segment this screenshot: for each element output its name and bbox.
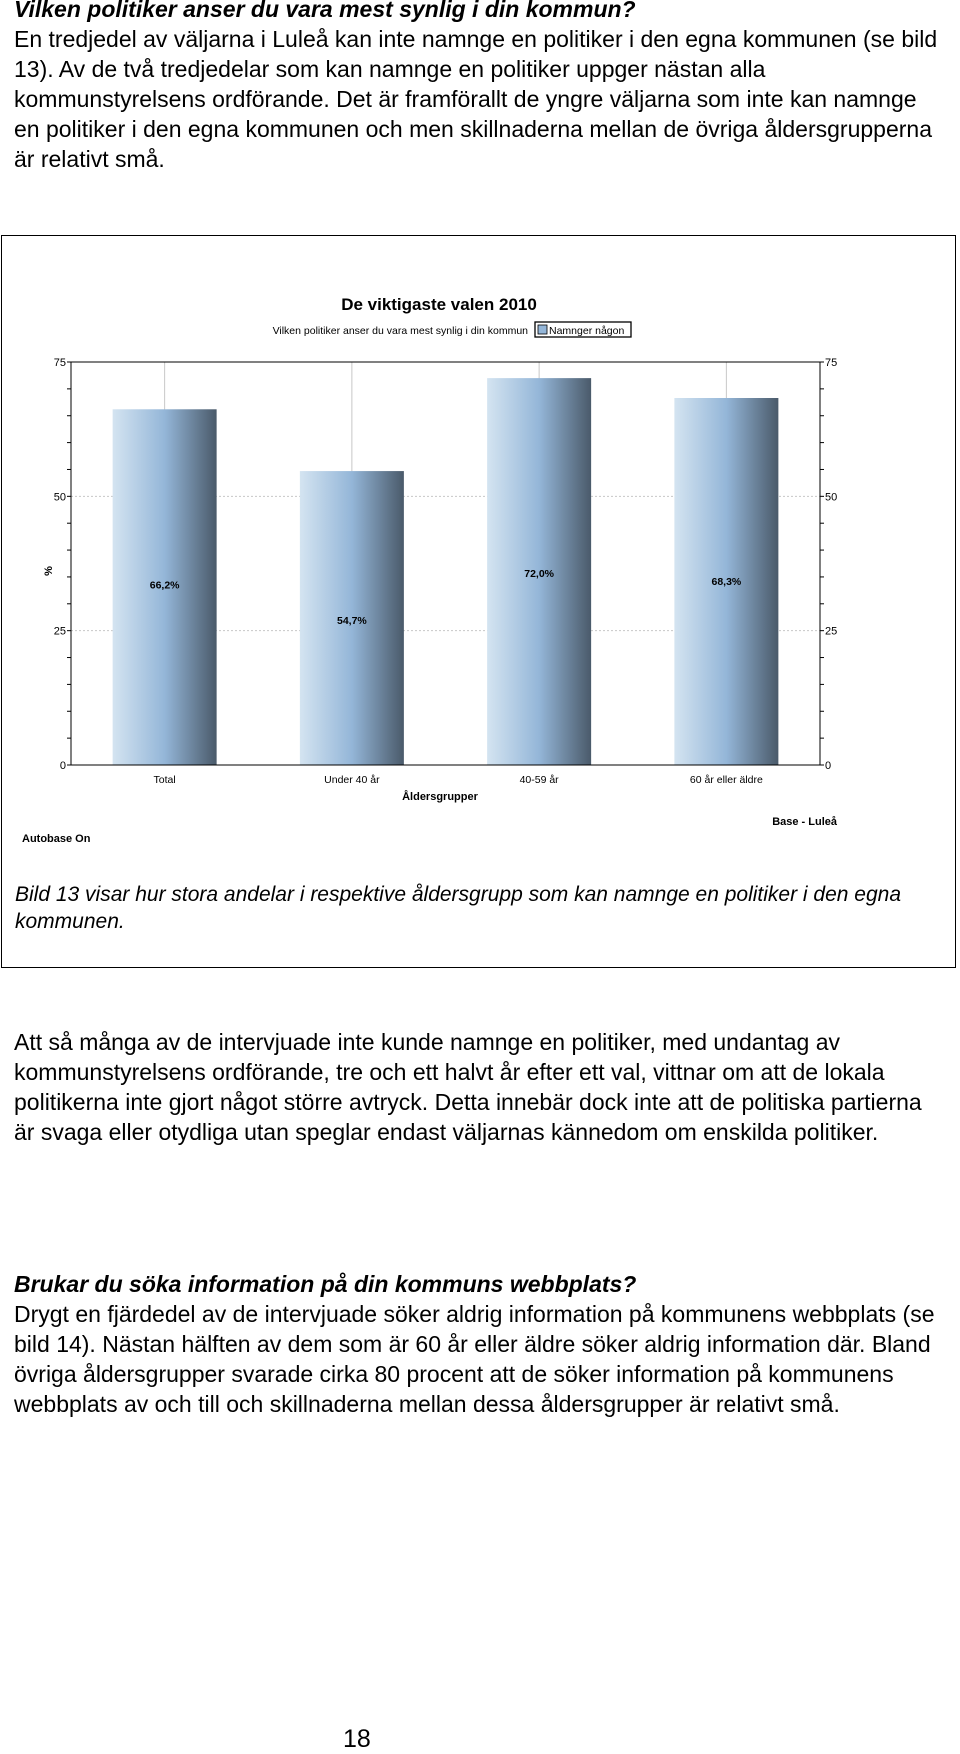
y-tick-label-right: 50 [825, 491, 838, 504]
y-tick-label-right: 75 [825, 357, 838, 369]
chart-title: De viktigaste valen 2010 [341, 295, 537, 314]
section-analysis [14, 1027, 944, 1147]
y-tick-label-left: 50 [53, 491, 66, 504]
y-tick-label-right: 0 [825, 760, 832, 772]
legend-label: Namnger någon [549, 325, 625, 337]
chart-figure-bild-13 [1, 235, 956, 968]
y-tick-label-left: 0 [59, 760, 66, 772]
y-axis-label: % [43, 566, 55, 576]
x-tick-label: 60 år eller äldre [689, 774, 763, 786]
section-synlig-politiker [14, 0, 944, 174]
chart-subtitle: Vilken politiker anser du vara mest synlig i din kommun [272, 325, 528, 337]
data-label: 72,0% [524, 568, 555, 581]
y-tick-label-right: 25 [825, 625, 838, 638]
section-body: En tredjedel av väljarna i Luleå kan inte namnge en politiker i den egna kommunen (se bild 13). Av de två tredjedelar som kan namnge en politiker uppger nästan alla kommunstyrelsens ordförande. Det är framförallt de yngre väljarna som inte kan namnge en politiker i den egna kommunen och men skillnaderna mellan de övriga åldersgrupperna är relativt små. [14, 26, 938, 172]
section-webbplats [14, 1269, 944, 1419]
figure-caption: Bild 13 visar hur stora andelar i respektive åldersgrupp som kan namnge en politiker i den egna kommunen. [15, 883, 901, 933]
section-heading: Vilken politiker anser du vara mest synlig i din kommun? [14, 0, 636, 22]
chart-footer-left: Autobase On [22, 833, 91, 845]
section-body: Drygt en fjärdedel av de intervjuade söker aldrig information på kommunens webbplats (se bild 14). Nästan hälften av dem som är 60 år eller äldre söker aldrig information där. Bland övriga åldersgrupper svarade cirka 80 procent att de söker information på kommunens webbplats av och till och skillnaderna mellan dessa åldersgrupper är relativt små. [14, 1301, 935, 1417]
data-label: 68,3% [711, 576, 742, 589]
data-label: 66,2% [149, 579, 180, 592]
section-body: Att så många av de intervjuade inte kunde namnge en politiker, med undantag av kommunstyrelsens ordförande, tre och ett halvt år efter ett val, vittnar om att de lokala politikerna inte gjort något större avtryck. Detta innebär dock inte att de politiska partierna är svaga eller otydliga utan speglar endast väljarnas kännedom om enskilda politiker. [14, 1029, 922, 1145]
page-number: 18 [343, 1725, 371, 1753]
chart-footer-right: Base - Luleå [772, 816, 837, 828]
x-tick-label: 40-59 år [519, 774, 559, 786]
data-label: 54,7% [336, 615, 367, 628]
x-tick-label: Total [153, 774, 176, 786]
bar-chart [2, 236, 957, 969]
section-heading: Brukar du söka information på din kommuns webbplats? [14, 1271, 637, 1297]
y-tick-label-left: 25 [53, 625, 66, 638]
y-tick-label-left: 75 [53, 357, 66, 369]
legend-swatch [538, 325, 547, 334]
x-tick-label: Under 40 år [324, 774, 380, 786]
x-axis-label: Åldersgrupper [402, 791, 478, 803]
